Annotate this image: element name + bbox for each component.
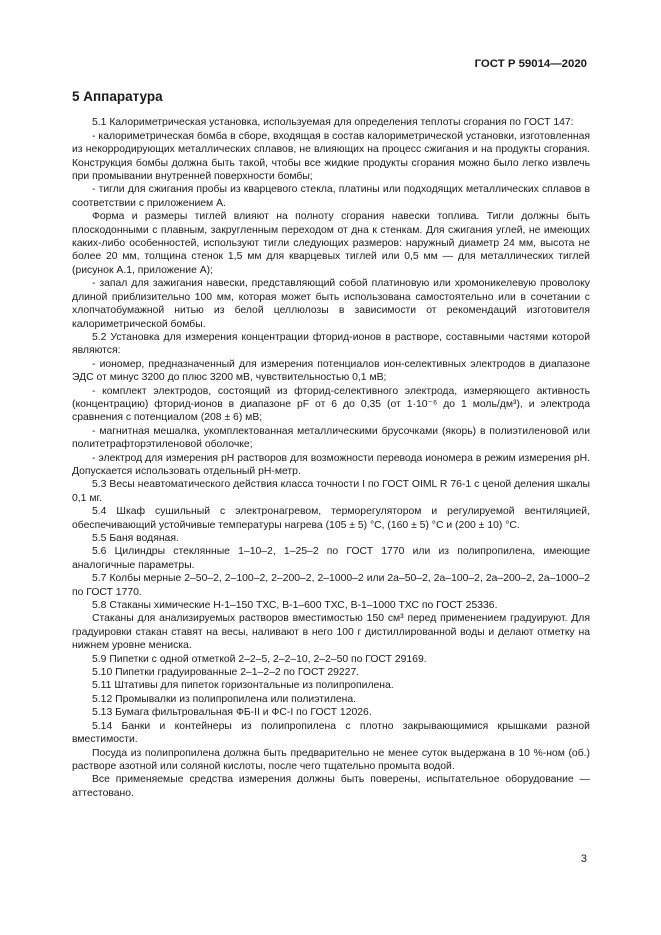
paragraph: - магнитная мешалка, укомплектованная металлическими брусочками (якорь) в полиэтиленовой или политетрафторэтиленовой оболочке; — [72, 425, 590, 451]
standard-header: ГОСТ Р 59014—2020 — [474, 58, 587, 70]
paragraph: Все применяемые средства измерения должны быть поверены, испытательное оборудование — аттестовано. — [72, 774, 590, 799]
paragraph: 5.11 Штативы для пипеток горизонтальные из полипропилена. — [92, 680, 394, 692]
paragraph: 5.2 Установка для измерения концентрации фторид-ионов в растворе, составными частями которой являются: — [72, 331, 590, 357]
page-content — [72, 90, 590, 800]
paragraph: - калориметрическая бомба в сборе, входящая в состав калориметрической установки, изготовленная из некорродирующих металлических сплавов, не влияющих на процесс сжигания и на продукты сгорания. Конструкция бомбы должна быть такой, чтобы все жидкие продукты сгорания можно было легко извлечь при промывании внутренней поверхности бомбы; — [72, 130, 590, 183]
paragraph: 5.7 Колбы мерные 2–50–2, 2–100–2, 2–200–2, 2–1000–2 или 2а–50–2, 2а–100–2, 2а–200–2, 2а–1000–2 по ГОСТ 1770. — [72, 573, 590, 598]
paragraph: 5.10 Пипетки градуированные 2–1–2–2 по ГОСТ 29227. — [92, 667, 360, 679]
paragraph: - иономер, предназначенный для измерения потенциалов ион-селективных электродов в диапазоне ЭДС от минус 3200 до плюс 3200 мВ, чувствительностью 0,1 мВ; — [72, 358, 590, 384]
paragraph: Стаканы для анализируемых растворов вместимостью 150 см³ перед применением градуируют. Для градуировки стакан ставят на весы, наливают в него 100 г дистиллированной воды и делают отметку на нижнем уровне мениска. — [72, 613, 590, 652]
paragraph: Форма и размеры тиглей влияют на полноту сгорания навески топлива. Тигли должны быть плоскодонными с плавным, закругленным переходом от дна к стенкам. Для сжигания углей, не имеющих каких-либо особенностей, используют тигли следующих размеров: наружный диаметр 24 мм, высота не более 20 мм, толщина стенок 1,5 мм для кварцевых тиглей или 0,5 мм — для металлических тиглей (рисунок А.1, приложение А); — [72, 211, 590, 276]
paragraph: 5.3 Весы неавтоматического действия класса точности I по ГОСТ OIML R 76-1 с ценой деления шкалы 0,1 мг. — [72, 479, 590, 504]
paragraph: 5.8 Стаканы химические Н-1–150 ТХС, В-1–600 ТХС, В-1–1000 ТХС по ГОСТ 25336. — [92, 600, 498, 612]
paragraph: Посуда из полипропилена должна быть предварительно не менее суток выдержана в 10 %-ном (об.) растворе азотной или соляной кислоты, после чего тщательно промыта водой. — [72, 747, 590, 772]
paragraph: 5.1 Калориметрическая установка, используемая для определения теплоты сгорания по ГОСТ 147: — [92, 117, 574, 129]
paragraph: 5.14 Банки и контейнеры из полипропилена с плотно закрывающимися крышками разной вместимости. — [72, 720, 590, 746]
paragraph: - тигли для сжигания пробы из кварцевого стекла, платины или подходящих металлических сплавов в соответствии с приложением А. — [72, 184, 590, 209]
paragraph: 5.6 Цилиндры стеклянные 1–10–2, 1–25–2 по ГОСТ 1770 или из полипропилена, имеющие аналогичные параметры. — [72, 546, 590, 571]
paragraph: 5.13 Бумага фильтровальная ФБ-II и ФС-I по ГОСТ 12026. — [92, 707, 372, 719]
paragraph: 5.12 Промывалки из полипропилена или полиэтилена. — [92, 693, 357, 705]
paragraph: 5.9 Пипетки с одной отметкой 2–2–5, 2–2–10, 2–2–50 по ГОСТ 29169. — [92, 653, 427, 665]
page-number: 3 — [580, 853, 587, 865]
paragraph: 5.5 Баня водяная. — [92, 533, 179, 544]
paragraph: 5.4 Шкаф сушильный с электронагревом, терморегулятором и регулируемой вентиляцией, обеспечивающий устойчивые температуры нагрева (105 ± 5) °С, (160 ± 5) °С и (200 ± 10) °С. — [72, 506, 590, 531]
paragraph: - комплект электродов, состоящий из фторид-селективного электрода, измеряющего активность (концентрацию) фторид-ионов в диапазоне pF от 6 до 0,35 (от 1·10⁻⁶ до 1 моль/дм³), и электрода сравнения с потенциалом (208 ± 6) мВ; — [72, 385, 590, 424]
paragraph: - запал для зажигания навески, представляющий собой платиновую или хромоникелевую проволоку длиной приблизительно 100 мм, которая может быть использована самостоятельно или в сочетании с хлопчатобумажной нитью из белой целлюлозы в зависимости от рекомендаций изготовителя калориметрической бомбы. — [72, 278, 590, 330]
section-title: 5 Аппаратура — [72, 89, 163, 104]
paragraph: - электрод для измерения pH растворов для возможности перевода иономера в режим измерения pH. Допускается использовать отдельный pH-метр. — [72, 452, 590, 477]
